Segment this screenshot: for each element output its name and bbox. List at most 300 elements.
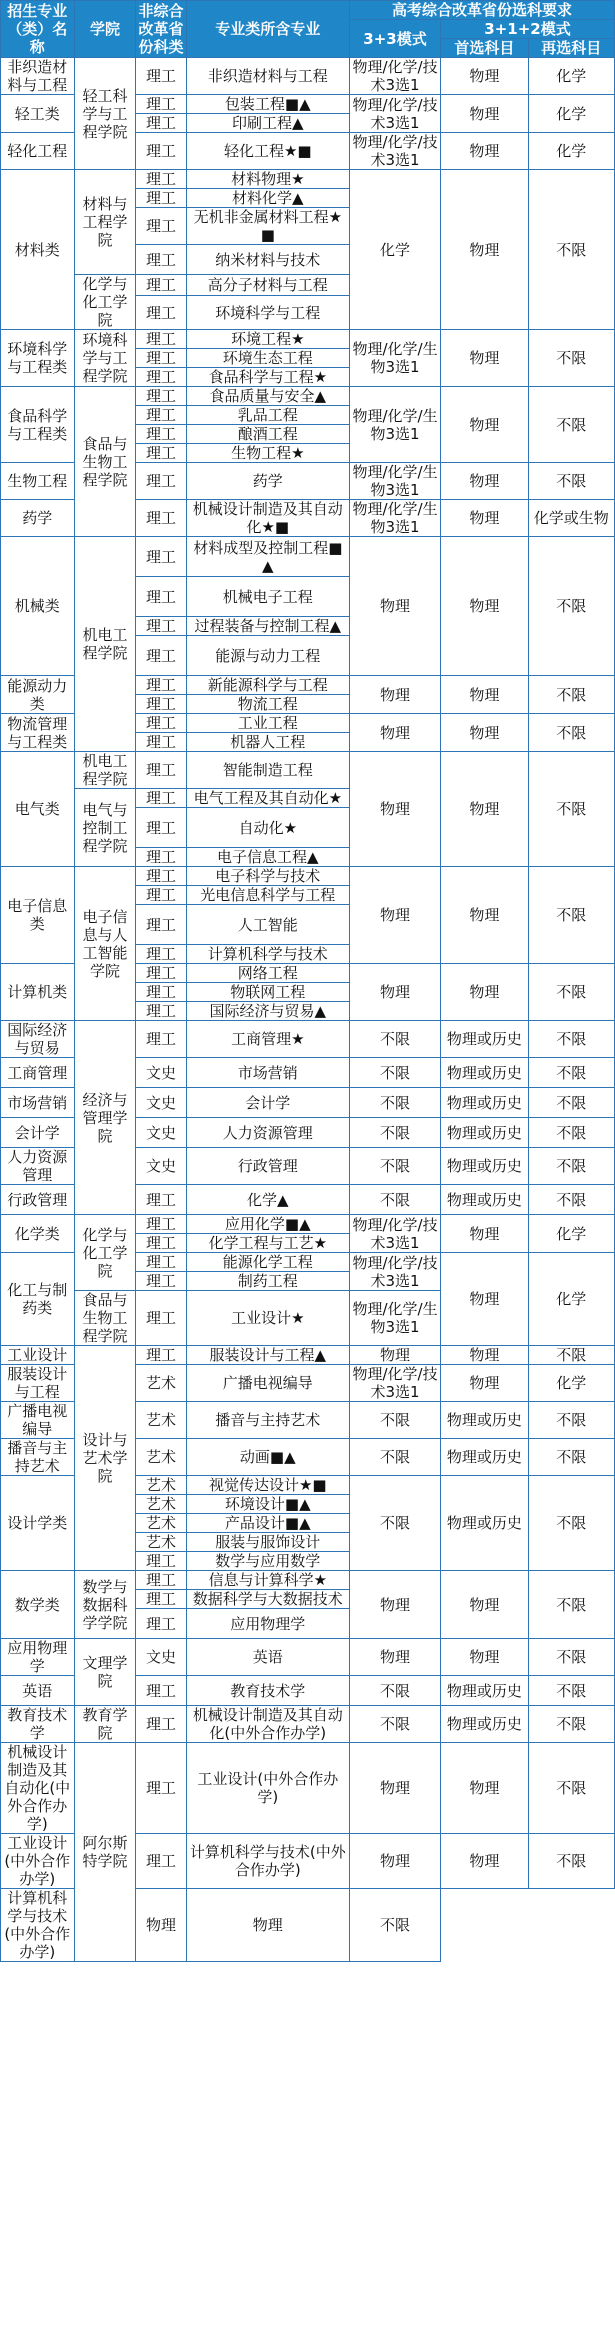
header-major: 专业类所含专业	[186, 1, 349, 58]
subject-type: 理工	[136, 695, 186, 714]
major-name: 服装设计与工程▲	[186, 1346, 349, 1365]
major-name: 自动化★	[186, 808, 349, 848]
second-subject: 不限	[528, 964, 614, 1021]
subject-type: 艺术	[136, 1495, 186, 1514]
header-subject-type: 非综合改革省份科类	[136, 1, 186, 58]
second-subject: 化学或生物	[528, 500, 614, 537]
major-name: 药学	[186, 463, 349, 500]
subject-type: 理工	[136, 964, 186, 983]
major-name: 网络工程	[186, 964, 349, 983]
req-33: 物理/化学/技术3选1	[350, 58, 441, 95]
first-subject: 物理	[441, 676, 529, 714]
req-33: 物理	[350, 537, 441, 676]
subject-type: 理工	[136, 170, 186, 189]
group-name: 计算机类	[1, 964, 75, 1021]
major-name: 非织造材料与工程	[186, 58, 349, 95]
first-subject: 物理或历史	[441, 1402, 529, 1439]
major-name: 数据科学与大数据技术	[186, 1590, 349, 1609]
req-33: 不限	[350, 1088, 441, 1118]
subject-type: 理工	[136, 733, 186, 752]
subject-type: 理工	[136, 330, 186, 349]
req-33: 不限	[350, 1021, 441, 1058]
major-name: 会计学	[186, 1088, 349, 1118]
group-name: 能源动力类	[1, 676, 75, 714]
major-name: 环境工程★	[186, 330, 349, 349]
group-name: 工业设计(中外合作办学)	[1, 1834, 75, 1889]
subject-type: 理工	[136, 1253, 186, 1272]
major-name: 轻化工程★■	[186, 133, 349, 170]
college-name: 机电工程学院	[74, 537, 136, 752]
major-name: 化学▲	[186, 1185, 349, 1215]
subject-type: 文史	[136, 1118, 186, 1148]
subject-type: 理工	[136, 537, 186, 577]
major-name: 能源化学工程	[186, 1253, 349, 1272]
req-33: 物理	[350, 1834, 441, 1889]
subject-type: 理工	[136, 1291, 186, 1346]
second-subject: 化学	[528, 95, 614, 133]
req-33: 物理	[350, 964, 441, 1021]
first-subject: 物理	[441, 1346, 529, 1365]
major-name: 电子科学与技术	[186, 867, 349, 886]
second-subject: 不限	[528, 1834, 614, 1889]
major-name: 环境设计■▲	[186, 1495, 349, 1514]
major-name: 电子信息工程▲	[186, 848, 349, 867]
subject-type: 理工	[136, 189, 186, 208]
major-name: 计算机科学与技术	[186, 945, 349, 964]
major-name: 英语	[186, 1639, 349, 1676]
group-name: 工业设计	[1, 1346, 75, 1365]
major-name: 工商管理★	[186, 1021, 349, 1058]
subject-type: 理工	[136, 387, 186, 406]
second-subject: 不限	[528, 714, 614, 752]
second-subject: 不限	[528, 387, 614, 463]
req-33: 物理/化学/技术3选1	[350, 133, 441, 170]
second-subject: 不限	[528, 330, 614, 387]
second-subject: 不限	[528, 1439, 614, 1476]
table-row	[1, 537, 615, 577]
college-name: 轻工科学与工程学院	[74, 58, 136, 170]
major-name: 工业设计★	[186, 1291, 349, 1346]
table-row	[1, 1346, 615, 1365]
group-name: 化工与制药类	[1, 1253, 75, 1346]
major-name: 光电信息科学与工程	[186, 886, 349, 905]
college-name: 环境科学与工程学院	[74, 330, 136, 387]
second-subject: 不限	[528, 1402, 614, 1439]
subject-type: 理工	[136, 1346, 186, 1365]
major-name: 生物工程★	[186, 444, 349, 463]
major-name: 材料成型及控制工程■▲	[186, 537, 349, 577]
major-name: 新能源科学与工程	[186, 676, 349, 695]
subject-type: 艺术	[136, 1402, 186, 1439]
subject-type: 理工	[136, 905, 186, 945]
group-name: 机械类	[1, 537, 75, 676]
group-name: 材料类	[1, 170, 75, 330]
second-subject: 不限	[528, 1058, 614, 1088]
first-subject: 物理	[441, 133, 529, 170]
req-33: 物理	[350, 1571, 441, 1639]
major-name: 计算机科学与技术(中外合作办学)	[186, 1834, 349, 1889]
subject-type: 艺术	[136, 1439, 186, 1476]
subject-type: 理工	[136, 1590, 186, 1609]
subject-type: 理工	[136, 1234, 186, 1253]
header-group-name: 招生专业（类）名称	[1, 1, 75, 58]
group-name: 电气类	[1, 752, 75, 867]
req-33: 物理/化学/技术3选1	[350, 95, 441, 133]
first-subject: 物理	[441, 752, 529, 867]
group-name: 人力资源管理	[1, 1148, 75, 1185]
subject-type: 理工	[136, 808, 186, 848]
header-mode-312: 3+1+2模式	[441, 20, 615, 39]
req-33: 不限	[350, 1058, 441, 1088]
major-name: 物流工程	[186, 695, 349, 714]
group-name: 教育技术学	[1, 1706, 75, 1743]
table-row	[1, 58, 615, 95]
subject-type: 理工	[136, 1676, 186, 1706]
first-subject: 物理	[441, 463, 529, 500]
req-33: 物理	[350, 1743, 441, 1834]
second-subject: 不限	[528, 752, 614, 867]
major-name: 印刷工程▲	[186, 114, 349, 133]
req-33: 物理	[136, 1889, 186, 1962]
college-name: 机电工程学院	[74, 752, 136, 789]
second-subject: 不限	[528, 1148, 614, 1185]
subject-type: 理工	[136, 95, 186, 114]
header-second-subject: 再选科目	[528, 39, 614, 58]
major-name: 人力资源管理	[186, 1118, 349, 1148]
major-name: 市场营销	[186, 1058, 349, 1088]
req-33: 物理/化学/技术3选1	[350, 1365, 441, 1402]
second-subject: 不限	[528, 1088, 614, 1118]
table-row	[1, 1215, 615, 1234]
first-subject: 物理	[441, 1743, 529, 1834]
second-subject: 不限	[528, 1676, 614, 1706]
subject-type: 文史	[136, 1148, 186, 1185]
major-name: 物联网工程	[186, 983, 349, 1002]
major-name: 信息与计算科学★	[186, 1571, 349, 1590]
college-name: 化学与化工学院	[74, 1215, 136, 1291]
subject-type: 理工	[136, 406, 186, 425]
header-college: 学院	[74, 1, 136, 58]
subject-type: 艺术	[136, 1476, 186, 1495]
req-33: 不限	[350, 1185, 441, 1215]
first-subject: 物理	[441, 58, 529, 95]
first-subject: 物理或历史	[441, 1148, 529, 1185]
group-name: 化学类	[1, 1215, 75, 1253]
second-subject: 化学	[528, 1365, 614, 1402]
subject-type: 理工	[136, 296, 186, 330]
second-subject: 不限	[528, 463, 614, 500]
second-subject: 不限	[350, 1889, 441, 1962]
major-name: 智能制造工程	[186, 752, 349, 789]
major-name: 环境科学与工程	[186, 296, 349, 330]
first-subject: 物理	[441, 387, 529, 463]
college-name: 阿尔斯特学院	[74, 1743, 136, 1962]
major-name: 食品科学与工程★	[186, 368, 349, 387]
req-33: 不限	[350, 1402, 441, 1439]
subject-type: 理工	[136, 577, 186, 617]
first-subject: 物理	[441, 964, 529, 1021]
req-33: 不限	[350, 1118, 441, 1148]
second-subject: 不限	[528, 1021, 614, 1058]
req-33: 物理/化学/生物3选1	[350, 463, 441, 500]
group-name: 药学	[1, 500, 75, 537]
subject-type: 理工	[136, 752, 186, 789]
subject-type: 文史	[136, 1088, 186, 1118]
subject-type: 理工	[136, 500, 186, 537]
req-33: 物理/化学/技术3选1	[350, 1215, 441, 1253]
req-33: 物理/化学/生物3选1	[350, 330, 441, 387]
major-name: 环境生态工程	[186, 349, 349, 368]
subject-type: 理工	[136, 208, 186, 245]
subject-type: 理工	[136, 983, 186, 1002]
second-subject: 不限	[528, 1346, 614, 1365]
req-33: 物理	[350, 867, 441, 964]
first-subject: 物理	[441, 1834, 529, 1889]
first-subject: 物理	[441, 1639, 529, 1676]
first-subject: 物理	[441, 714, 529, 752]
req-33: 物理	[350, 714, 441, 752]
group-name: 数学类	[1, 1571, 75, 1639]
subject-type: 理工	[136, 1706, 186, 1743]
group-name: 工商管理	[1, 1058, 75, 1088]
group-name: 应用物理学	[1, 1639, 75, 1676]
group-name: 市场营销	[1, 1088, 75, 1118]
req-33: 物理	[350, 1346, 441, 1365]
subject-type: 文史	[136, 1058, 186, 1088]
first-subject: 物理	[441, 1571, 529, 1639]
major-name: 视觉传达设计★■	[186, 1476, 349, 1495]
college-name: 电气与控制工程学院	[74, 789, 136, 867]
major-name: 应用物理学	[186, 1609, 349, 1639]
college-name: 材料与工程学院	[74, 170, 136, 275]
subject-type: 理工	[136, 463, 186, 500]
req-33: 物理/化学/生物3选1	[350, 1291, 441, 1346]
group-name: 计算机科学与技术(中外合作办学)	[1, 1889, 75, 1962]
subject-type: 理工	[136, 945, 186, 964]
major-name: 行政管理	[186, 1148, 349, 1185]
subject-type: 理工	[136, 133, 186, 170]
second-subject: 不限	[528, 1639, 614, 1676]
first-subject: 物理	[186, 1889, 349, 1962]
table-row	[1, 1639, 615, 1676]
group-name: 服装设计与工程	[1, 1365, 75, 1402]
major-name: 服装与服饰设计	[186, 1533, 349, 1552]
major-name: 机器人工程	[186, 733, 349, 752]
subject-type: 理工	[136, 1185, 186, 1215]
req-33: 不限	[350, 1148, 441, 1185]
req-33: 不限	[350, 1706, 441, 1743]
college-name: 电子信息与人工智能学院	[74, 867, 136, 1021]
group-name: 广播电视编导	[1, 1402, 75, 1439]
subject-type: 理工	[136, 425, 186, 444]
college-name: 食品与生物工程学院	[74, 1291, 136, 1346]
first-subject: 物理或历史	[441, 1706, 529, 1743]
major-name: 电气工程及其自动化★	[186, 789, 349, 808]
first-subject: 物理	[441, 1253, 529, 1346]
major-name: 食品质量与安全▲	[186, 387, 349, 406]
first-subject: 物理或历史	[441, 1676, 529, 1706]
subject-type: 理工	[136, 636, 186, 676]
major-name: 化学工程与工艺★	[186, 1234, 349, 1253]
table-row	[1, 867, 615, 886]
first-subject: 物理	[441, 500, 529, 537]
major-name: 工业设计(中外合作办学)	[186, 1743, 349, 1834]
major-name: 乳品工程	[186, 406, 349, 425]
subject-type: 理工	[136, 848, 186, 867]
subject-type: 理工	[136, 617, 186, 636]
req-33: 物理/化学/生物3选1	[350, 500, 441, 537]
major-name: 播音与主持艺术	[186, 1402, 349, 1439]
group-name: 轻化工程	[1, 133, 75, 170]
subject-type: 理工	[136, 1215, 186, 1234]
req-33: 物理	[350, 1639, 441, 1676]
second-subject: 不限	[528, 1185, 614, 1215]
major-name: 工业工程	[186, 714, 349, 733]
subject-type: 理工	[136, 1002, 186, 1021]
subject-type: 理工	[136, 275, 186, 296]
header-mode-33: 3+3模式	[350, 20, 441, 58]
second-subject: 化学	[528, 133, 614, 170]
first-subject: 物理或历史	[441, 1439, 529, 1476]
req-33: 物理	[350, 676, 441, 714]
table-row	[1, 1743, 615, 1834]
major-name: 机械电子工程	[186, 577, 349, 617]
college-name: 文理学院	[74, 1639, 136, 1706]
first-subject: 物理或历史	[441, 1058, 529, 1088]
major-name: 广播电视编导	[186, 1365, 349, 1402]
second-subject: 不限	[528, 1571, 614, 1639]
subject-type: 理工	[136, 1571, 186, 1590]
first-subject: 物理	[441, 95, 529, 133]
second-subject: 不限	[528, 1476, 614, 1571]
group-name: 播音与主持艺术	[1, 1439, 75, 1476]
group-name: 物流管理与工程类	[1, 714, 75, 752]
subject-type: 艺术	[136, 1533, 186, 1552]
college-name: 教育学院	[74, 1706, 136, 1743]
first-subject: 物理或历史	[441, 1088, 529, 1118]
subject-type: 理工	[136, 1609, 186, 1639]
req-33: 物理/化学/技术3选1	[350, 1253, 441, 1291]
subject-type: 理工	[136, 789, 186, 808]
header-first-subject: 首选科目	[441, 39, 529, 58]
subject-type: 理工	[136, 349, 186, 368]
table-row	[1, 752, 615, 789]
subject-type: 理工	[136, 444, 186, 463]
subject-type: 理工	[136, 58, 186, 95]
group-name: 环境科学与工程类	[1, 330, 75, 387]
subject-type: 理工	[136, 1834, 186, 1889]
first-subject: 物理或历史	[441, 1021, 529, 1058]
subject-type: 文史	[136, 1639, 186, 1676]
subject-type: 理工	[136, 114, 186, 133]
subject-type: 理工	[136, 886, 186, 905]
college-name: 数学与数据科学学院	[74, 1571, 136, 1639]
group-name: 机械设计制造及其自动化(中外合作办学)	[1, 1743, 75, 1834]
subject-type: 理工	[136, 1021, 186, 1058]
major-name: 酿酒工程	[186, 425, 349, 444]
group-name: 会计学	[1, 1118, 75, 1148]
major-name: 材料物理★	[186, 170, 349, 189]
group-name: 英语	[1, 1676, 75, 1706]
group-name: 电子信息类	[1, 867, 75, 964]
subject-type: 理工	[136, 245, 186, 275]
subject-type: 理工	[136, 1552, 186, 1571]
group-name: 轻工类	[1, 95, 75, 133]
subject-type: 理工	[136, 676, 186, 695]
college-name: 经济与管理学院	[74, 1021, 136, 1215]
major-name: 材料化学▲	[186, 189, 349, 208]
group-name: 设计学类	[1, 1476, 75, 1571]
majors-table-body	[1, 58, 615, 1962]
subject-type: 理工	[136, 368, 186, 387]
req-33: 不限	[350, 1676, 441, 1706]
first-subject: 物理	[441, 330, 529, 387]
second-subject: 化学	[528, 1215, 614, 1253]
group-name: 食品科学与工程类	[1, 387, 75, 463]
major-name: 应用化学■▲	[186, 1215, 349, 1234]
subject-type: 理工	[136, 1743, 186, 1834]
major-name: 教育技术学	[186, 1676, 349, 1706]
major-name: 机械设计制造及其自动化★■	[186, 500, 349, 537]
college-name: 食品与生物工程学院	[74, 387, 136, 537]
major-name: 纳米材料与技术	[186, 245, 349, 275]
group-name: 生物工程	[1, 463, 75, 500]
major-name: 包装工程■▲	[186, 95, 349, 114]
group-name: 国际经济与贸易	[1, 1021, 75, 1058]
second-subject: 不限	[528, 170, 614, 330]
college-name: 化学与化工学院	[74, 275, 136, 330]
second-subject: 不限	[528, 676, 614, 714]
first-subject: 物理或历史	[441, 1118, 529, 1148]
major-name: 能源与动力工程	[186, 636, 349, 676]
table-row	[1, 1706, 615, 1743]
table-row	[1, 330, 615, 349]
second-subject: 不限	[528, 1706, 614, 1743]
table-row	[1, 1571, 615, 1590]
major-name: 数学与应用数学	[186, 1552, 349, 1571]
subject-type: 理工	[136, 1272, 186, 1291]
first-subject: 物理	[441, 867, 529, 964]
req-33: 不限	[350, 1476, 441, 1571]
major-name: 国际经济与贸易▲	[186, 1002, 349, 1021]
subject-type: 艺术	[136, 1365, 186, 1402]
header-requirements: 高考综合改革省份选科要求	[350, 1, 615, 20]
major-name: 过程装备与控制工程▲	[186, 617, 349, 636]
major-name: 动画■▲	[186, 1439, 349, 1476]
first-subject: 物理或历史	[441, 1476, 529, 1571]
second-subject: 不限	[528, 867, 614, 964]
group-name: 行政管理	[1, 1185, 75, 1215]
first-subject: 物理	[441, 170, 529, 330]
second-subject: 化学	[528, 1253, 614, 1346]
subject-type: 理工	[136, 714, 186, 733]
second-subject: 不限	[528, 1118, 614, 1148]
req-33: 化学	[350, 170, 441, 330]
major-name: 无机非金属材料工程★■	[186, 208, 349, 245]
group-name: 非织造材料与工程	[1, 58, 75, 95]
major-name: 人工智能	[186, 905, 349, 945]
major-name: 制药工程	[186, 1272, 349, 1291]
major-name: 机械设计制造及其自动化(中外合作办学)	[186, 1706, 349, 1743]
major-name: 高分子材料与工程	[186, 275, 349, 296]
subject-type: 艺术	[136, 1514, 186, 1533]
first-subject: 物理	[441, 537, 529, 676]
major-name: 产品设计■▲	[186, 1514, 349, 1533]
first-subject: 物理	[441, 1215, 529, 1253]
req-33: 物理/化学/生物3选1	[350, 387, 441, 463]
first-subject: 物理或历史	[441, 1185, 529, 1215]
subject-type: 理工	[136, 867, 186, 886]
